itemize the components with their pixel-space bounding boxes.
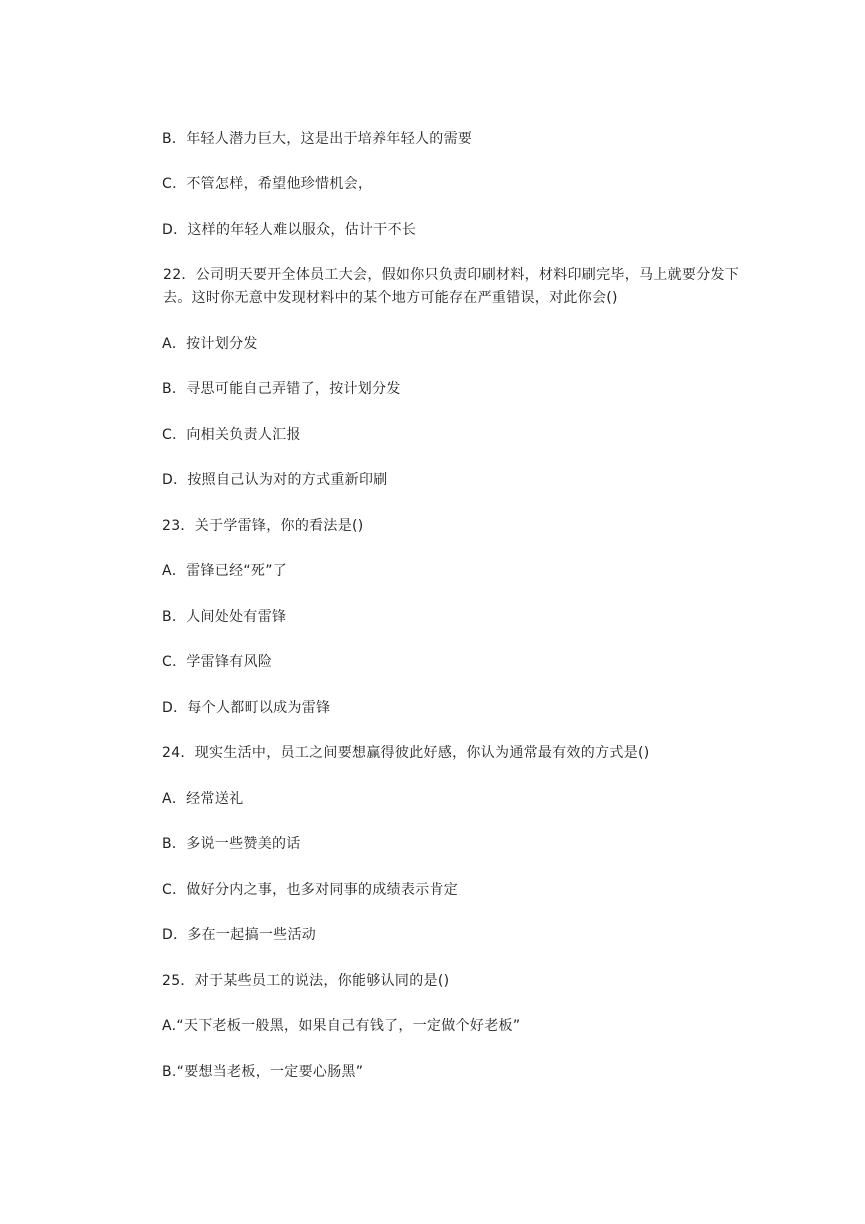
q24-option-c: C．做好分内之事，也多对同事的成绩表示肯定	[162, 882, 459, 898]
q22-option-d: D．按照自己认为对的方式重新印刷	[162, 472, 388, 488]
q22-option-b: B．寻思可能自己弄错了，按计划分发	[162, 381, 401, 397]
question-22-text: 22．公司明天要开全体员工大会，假如你只负责印刷材料，材料印刷完毕，马上就要分发下去。这时你无意中发现材料中的某个地方可能存在严重错误，对此你会()	[163, 267, 740, 306]
q23-option-d: D．每个人都町以成为雷锋	[162, 700, 331, 716]
q25-option-b: B.“要想当老板，一定要心肠黑”	[162, 1064, 364, 1080]
q22-option-a: A．按计划分发	[162, 336, 258, 352]
q25-option-a: A.“天下老板一般黑，如果自己有钱了，一定做个好老板”	[162, 1018, 521, 1034]
question-22	[119, 264, 759, 310]
q24-option-b: B．多说一些赞美的话	[162, 836, 301, 852]
q24-option-a: A．经常送礼	[162, 791, 244, 807]
q23-option-c: C．学雷锋有风险	[162, 654, 273, 670]
question-25: 25．对于某些员工的说法，你能够认同的是()	[162, 973, 450, 989]
q23-option-b: B．人间处处有雷锋	[162, 609, 287, 625]
question-24: 24．现实生活中，员工之间要想赢得彼此好感，你认为通常最有效的方式是()	[162, 745, 650, 761]
q21-option-b: B．年轻人潜力巨大，这是出于培养年轻人的需要	[162, 131, 473, 147]
q21-option-c: C．不管怎样，希望他珍惜机会，	[162, 176, 373, 192]
q24-option-d: D．多在一起搞一些活动	[162, 927, 317, 943]
q22-option-c: C．向相关负责人汇报	[162, 427, 301, 443]
q23-option-a: A．雷锋已经“死”了	[162, 563, 288, 579]
q21-option-d: D．这样的年轻人难以服众，估计干不长	[162, 222, 417, 238]
question-23: 23．关于学雷锋，你的看法是()	[162, 518, 364, 534]
